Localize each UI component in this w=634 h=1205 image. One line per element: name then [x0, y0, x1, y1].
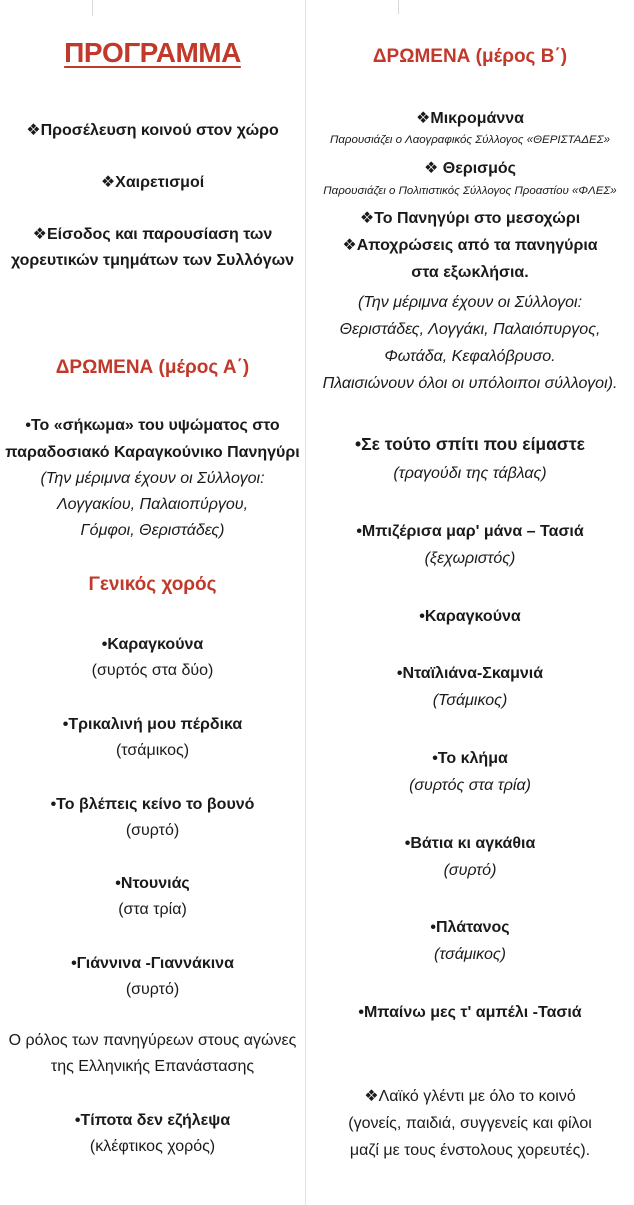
finale-line1: ❖Λαϊκό γλέντι με όλο το κοινό — [364, 1088, 576, 1105]
dance-style: (συρτό) — [125, 822, 180, 839]
fold-mark-left — [92, 0, 93, 16]
performance-name: ❖ Θερισμός — [424, 160, 516, 177]
item-entrance-line1: ❖Είσοδος και παρουσίαση των — [32, 226, 273, 243]
performance-by: Παρουσιάζει ο Πολιτιστικός Σύλλογος Προαστίου «ΦΛΕΣ» — [323, 185, 617, 197]
section-a-care-line2: Λογγακίου, Παλαιοπύργου, — [56, 496, 249, 513]
apoxroseis-line1: ❖Αποχρώσεις από τα πανηγύρια — [342, 237, 598, 254]
item-arrival: ❖Προσέλευση κοινού στον χώρο — [26, 122, 279, 139]
section-b-title: ΔΡΩΜΕΝΑ (μέρος Β΄) — [372, 46, 568, 67]
section-a-title: ΔΡΩΜΕΝΑ (μέρος Α΄) — [55, 357, 250, 378]
finale-line2: (γονείς, παιδιά, συγγενείς και φίλοι — [348, 1115, 592, 1132]
section-b-care-line2: Θεριστάδες, Λογγάκι, Παλαιόπυργος, — [339, 321, 601, 338]
last-dance-name: •Τίποτα δεν εζήλεψα — [74, 1112, 231, 1129]
fold-mark-right — [398, 0, 399, 14]
dance-name: •Καραγκούνα — [419, 608, 521, 625]
section-a-item-line1: •Το «σήκωμα» του υψώματος στο — [25, 417, 280, 434]
section-b-care-line3: Φωτάδα, Κεφαλόβρυσο. — [384, 348, 556, 365]
dance-name: •Γιάννινα -Γιαννάκινα — [71, 955, 234, 972]
dance-name: •Το κλήμα — [432, 750, 508, 767]
dance-name: •Ντουνιάς — [115, 875, 190, 892]
column-divider — [305, 0, 306, 1205]
dance-style: (Τσάμικος) — [432, 692, 508, 709]
last-dance-style: (κλέφτικος χορός) — [89, 1138, 216, 1155]
finale-line3: μαζί με τους ένστολους χορευτές). — [349, 1142, 591, 1159]
dance-name: •Νταϊλιάνα-Σκαμνιά — [396, 665, 544, 682]
section-b-care-line4: Πλαισιώνουν όλοι οι υπόλοιποι σύλλογοι). — [322, 375, 618, 392]
section-a-item-line2: παραδοσιακό Καραγκούνικο Πανηγύρι — [5, 444, 300, 461]
dance-style: (συρτό) — [443, 862, 497, 879]
dance-style: (συρτός στα τρία) — [409, 777, 531, 794]
program-title: ΠΡΟΓΡΑΜΜΑ — [64, 37, 241, 68]
dance-style: (στα τρία) — [118, 901, 187, 918]
dance-style: (συρτό) — [125, 981, 180, 998]
dance-style — [306, 945, 634, 964]
performance-name: ❖Μικρομάννα — [416, 110, 524, 127]
dance-name: •Καραγκούνα — [101, 636, 204, 653]
dance-name: •Μπιζέρισα μαρ' μάνα – Τασιά — [356, 523, 584, 540]
role-line1: Ο ρόλος των πανηγύρεων στους αγώνες — [8, 1032, 297, 1049]
dance-name: •Μπαίνω μες τ' αμπέλι -Τασιά — [358, 1004, 582, 1021]
section-b-care-line1: (Την μέριμνα έχουν οι Σύλλογοι: — [357, 294, 583, 311]
dance-name: •Το βλέπεις κείνο το βουνό — [50, 796, 255, 813]
item-greetings: ❖Χαιρετισμοί — [100, 174, 205, 191]
section-a-care-line3: Γόμφοι, Θεριστάδες) — [80, 522, 225, 539]
panigyri-item: ❖Το Πανηγύρι στο μεσοχώρι — [359, 210, 581, 227]
dance-style: (συρτός στα δύο) — [91, 662, 214, 679]
apoxroseis-line2: στα εξωκλήσια. — [411, 264, 529, 281]
dance-name: •Τρικαλινή μου πέρδικα — [62, 716, 243, 733]
dance-style: (τσάμικος) — [115, 742, 190, 759]
dance-style-text: τσάμικος) — [439, 946, 506, 963]
song-name: •Σε τούτο σπίτι που είμαστε — [354, 434, 585, 454]
performance-by: Παρουσιάζει ο Λαογραφικός Σύλλογος «ΘΕΡΙΣΤΑΔΕΣ» — [329, 134, 610, 146]
dance-name: •Βάτια κι αγκάθια — [404, 835, 536, 852]
section-a-care-line1: (Την μέριμνα έχουν οι Σύλλογοι: — [40, 470, 265, 487]
dance-style: (ξεχωριστός) — [424, 550, 516, 567]
role-line2: της Ελληνικής Επανάστασης — [50, 1058, 255, 1075]
song-style: (τραγούδι της τάβλας) — [393, 465, 547, 482]
dance-style-open: ( — [434, 946, 440, 963]
item-entrance-line2: χορευτικών τμημάτων των Συλλόγων — [10, 252, 295, 269]
dance-name: •Πλάτανος — [430, 919, 510, 936]
general-dance-title: Γενικός χορός — [88, 574, 217, 595]
